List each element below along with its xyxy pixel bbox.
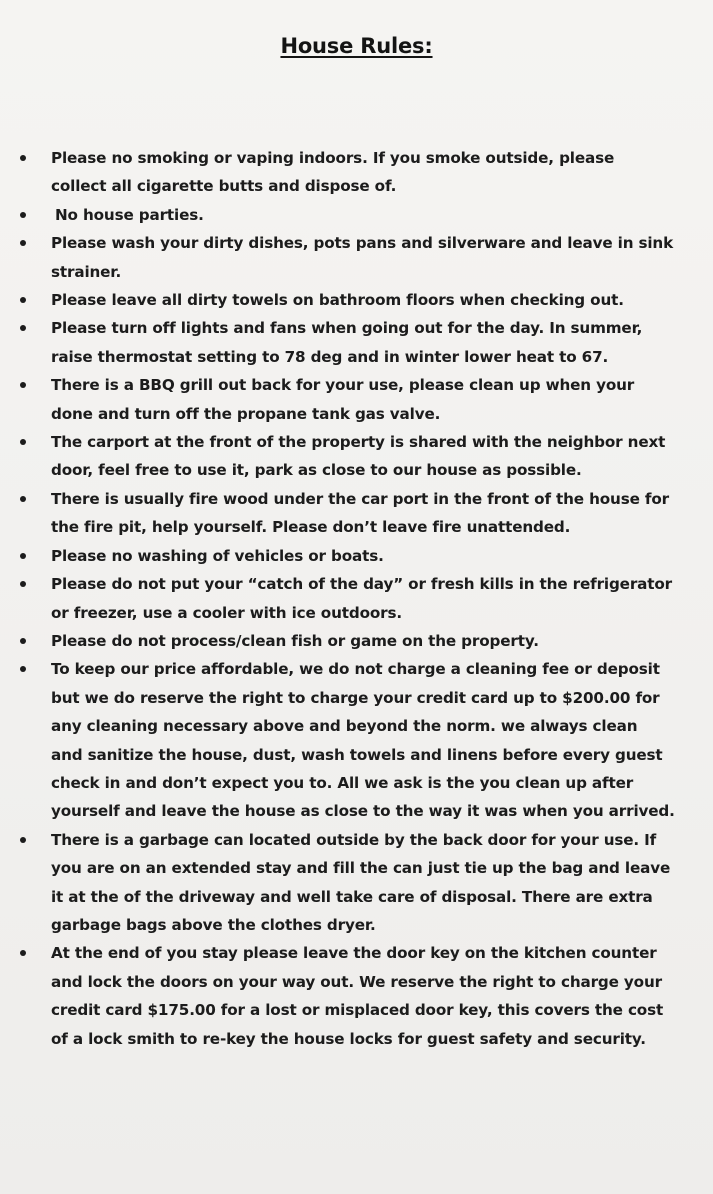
document-title: House Rules: — [280, 34, 433, 58]
rule-text: Please leave all dirty towels on bathroom floors when checking out. — [51, 291, 624, 310]
rule-item — [0, 655, 713, 825]
rule-item — [0, 286, 713, 314]
bullet-icon — [20, 553, 26, 559]
bullet-icon — [20, 496, 26, 502]
rule-item — [0, 371, 713, 428]
bullet-icon — [20, 212, 26, 218]
bullet-icon — [20, 439, 26, 445]
rule-item — [0, 826, 713, 940]
rule-item — [0, 314, 713, 371]
rule-text: Please do not put your “catch of the day” or fresh kills in the refrigerator or freezer, use a cooler with ice outdoors. — [51, 575, 673, 622]
rule-text: Please no washing of vehicles or boats. — [51, 546, 384, 565]
rule-item — [0, 428, 713, 485]
bullet-icon — [20, 666, 26, 672]
rule-text: To keep our price affordable, we do not charge a cleaning fee or deposit but we do reserve the right to charge your credit card up to $200.00 for any cleaning necessary above and beyond the norm. we always clean and sanitize the house, dust, wash towels and linens before every guest check in and don’t expect you to. All we ask is the you clean up after yourself and leave the house as close to the way it was when you arrived. — [51, 660, 675, 821]
rule-item — [0, 229, 713, 286]
rule-text: There is usually fire wood under the car port in the front of the house for the fire pit, help yourself. Please don’t leave fire unattended. — [51, 489, 669, 537]
rule-text: Please turn off lights and fans when going out for the day. In summer, raise thermostat setting to 78 deg and in winter lower heat to 67. — [51, 319, 643, 366]
rule-item — [0, 485, 713, 542]
bullet-icon — [20, 240, 26, 246]
bullet-icon — [20, 837, 26, 843]
rule-text: At the end of you stay please leave the door key on the kitchen counter and lock the doors on your way out. We reserve the right to charge your credit card $175.00 for a lost or misplaced door key, this covers the cost of a lock smith to re-key the house locks for guest safety and security. — [51, 944, 664, 1048]
bullet-icon — [20, 297, 26, 303]
rule-item — [0, 144, 713, 201]
rule-text: Please do not process/clean fish or game on the property. — [51, 631, 539, 650]
rule-text: Please wash your dirty dishes, pots pans and silverware and leave in sink strainer. — [51, 234, 674, 281]
rule-text: There is a BBQ grill out back for your use, please clean up when your done and turn off the propane tank gas valve. — [51, 376, 635, 423]
rule-text: There is a garbage can located outside by the back door for your use. If you are on an extended stay and fill the can just tie up the bag and leave it at the of the driveway and well take care of disposal. There are extra garbage bags above the clothes dryer. — [51, 830, 671, 934]
rule-text: No house parties. — [55, 205, 204, 224]
bullet-icon — [20, 950, 26, 956]
bullet-icon — [20, 155, 26, 161]
bullet-icon — [20, 581, 26, 587]
house-rules-list — [0, 144, 713, 1053]
rule-item — [0, 542, 713, 570]
rule-item — [0, 570, 713, 627]
rule-item — [0, 939, 713, 1053]
rule-item — [0, 627, 713, 655]
rule-text: The carport at the front of the property is shared with the neighbor next door, feel free to use it, park as close to our house as possible. — [51, 433, 666, 480]
bullet-icon — [20, 325, 26, 331]
rule-item — [0, 201, 713, 229]
rule-text: Please no smoking or vaping indoors. If you smoke outside, please collect all cigarette butts and dispose of. — [51, 149, 615, 196]
bullet-icon — [20, 638, 26, 644]
bullet-icon — [20, 382, 26, 388]
